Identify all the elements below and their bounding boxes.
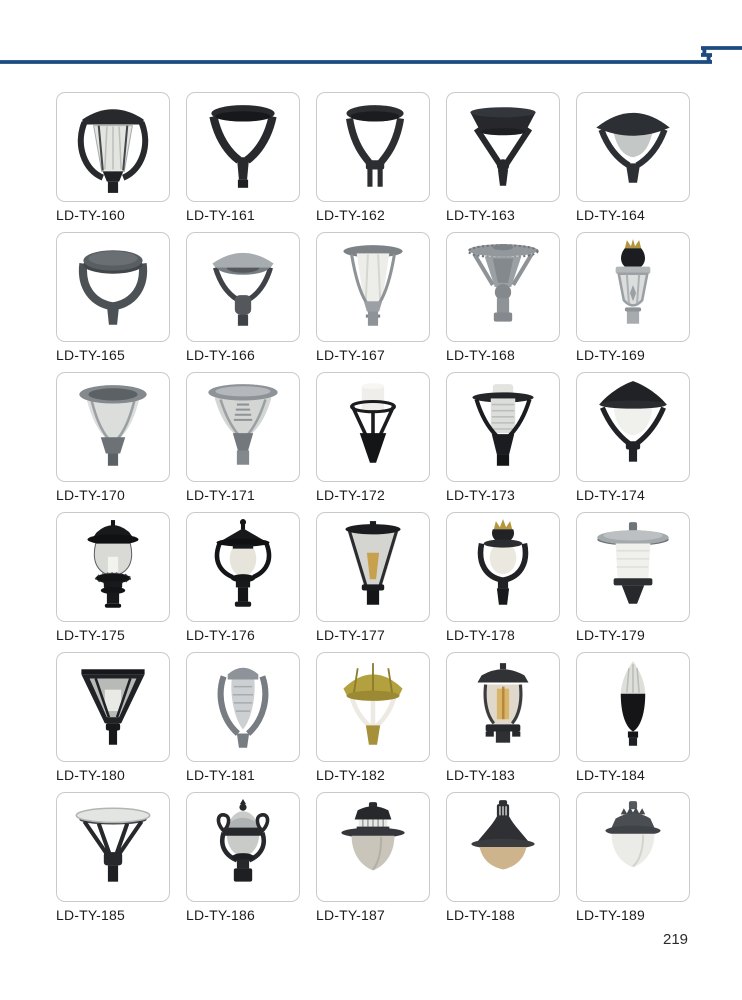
product-image-ld-ty-183 [446, 652, 560, 762]
product-image-ld-ty-174 [576, 372, 690, 482]
product-code: LD-TY-173 [446, 487, 515, 503]
brand-s-line-logo [0, 0, 742, 80]
product-image-ld-ty-176 [186, 512, 300, 622]
lamp-gray-disc-yoke-image [61, 236, 165, 338]
lamp-goblet-cage-image [321, 376, 425, 478]
product-code: LD-TY-163 [446, 207, 515, 223]
product-image-ld-ty-187 [316, 792, 430, 902]
product-code: LD-TY-175 [56, 627, 125, 643]
product-image-ld-ty-182 [316, 652, 430, 762]
lamp-flared-lantern-glow-image [451, 656, 555, 758]
product-cell [186, 232, 300, 363]
lamp-scroll-lantern-image [191, 516, 295, 618]
lamp-cone-top-v-arms-image [451, 96, 555, 198]
product-image-ld-ty-160 [56, 92, 170, 202]
lamp-disc-fork-image [191, 96, 295, 198]
product-code: LD-TY-165 [56, 347, 125, 363]
product-image-ld-ty-178 [446, 512, 560, 622]
lamp-cylinder-cage-image [451, 376, 555, 478]
product-code: LD-TY-170 [56, 487, 125, 503]
product-cell [576, 92, 690, 223]
product-cell [446, 512, 560, 643]
product-code: LD-TY-187 [316, 907, 385, 923]
product-image-ld-ty-188 [446, 792, 560, 902]
product-code: LD-TY-169 [576, 347, 645, 363]
product-cell [186, 92, 300, 223]
product-code: LD-TY-183 [446, 767, 515, 783]
lamp-brass-dome-straps-image [321, 656, 425, 758]
lamp-flared-louver-image [191, 376, 295, 478]
lamp-teardrop-acorn-image [581, 796, 685, 898]
product-code: LD-TY-180 [56, 767, 125, 783]
product-cell [576, 232, 690, 363]
product-image-ld-ty-172 [316, 372, 430, 482]
product-image-ld-ty-166 [186, 232, 300, 342]
product-image-ld-ty-162 [316, 92, 430, 202]
product-image-ld-ty-171 [186, 372, 300, 482]
product-cell [316, 652, 430, 783]
product-code: LD-TY-178 [446, 627, 515, 643]
lamp-acorn-pendant-image [321, 796, 425, 898]
lamp-bell-amber-bowl-image [451, 796, 555, 898]
product-cell [446, 232, 560, 363]
product-image-ld-ty-163 [446, 92, 560, 202]
product-cell [316, 92, 430, 223]
product-cell [576, 512, 690, 643]
lamp-flat-saucer-legs-image [61, 796, 165, 898]
product-code: LD-TY-189 [576, 907, 645, 923]
product-image-ld-ty-186 [186, 792, 300, 902]
product-code: LD-TY-181 [186, 767, 255, 783]
product-code: LD-TY-176 [186, 627, 255, 643]
product-cell [56, 92, 170, 223]
product-cell [56, 232, 170, 363]
product-image-ld-ty-189 [576, 792, 690, 902]
product-image-ld-ty-164 [576, 92, 690, 202]
product-cell [316, 792, 430, 923]
product-cell [186, 512, 300, 643]
product-cell [316, 232, 430, 363]
product-code: LD-TY-168 [446, 347, 515, 363]
product-code: LD-TY-182 [316, 767, 385, 783]
product-cell [56, 652, 170, 783]
product-image-ld-ty-185 [56, 792, 170, 902]
product-code: LD-TY-171 [186, 487, 255, 503]
product-image-ld-ty-168 [446, 232, 560, 342]
lamp-pointed-cap-globe-image [581, 376, 685, 478]
lamp-dome-prismatic-image [61, 96, 165, 198]
product-cell [316, 512, 430, 643]
product-cell [56, 372, 170, 503]
product-cell [186, 372, 300, 503]
product-code: LD-TY-166 [186, 347, 255, 363]
product-code: LD-TY-184 [576, 767, 645, 783]
lamp-disc-fork-side-image [321, 96, 425, 198]
lamp-large-cone-glass-image [321, 516, 425, 618]
product-code: LD-TY-174 [576, 487, 645, 503]
lamp-classic-lantern-image [61, 516, 165, 618]
product-cell [56, 792, 170, 923]
product-cell [446, 92, 560, 223]
product-cell [576, 372, 690, 503]
lamp-saucer-arms-image [191, 236, 295, 338]
lamp-white-cone-frame-image [321, 236, 425, 338]
product-image-ld-ty-165 [56, 232, 170, 342]
lamp-mushroom-globe-image [581, 96, 685, 198]
product-cell [56, 512, 170, 643]
product-image-ld-ty-167 [316, 232, 430, 342]
product-image-ld-ty-175 [56, 512, 170, 622]
product-cell [446, 792, 560, 923]
product-cell [186, 652, 300, 783]
lamp-flared-ring-glass-image [61, 376, 165, 478]
product-image-ld-ty-170 [56, 372, 170, 482]
product-grid [56, 92, 690, 923]
product-image-ld-ty-181 [186, 652, 300, 762]
product-cell [186, 792, 300, 923]
product-code: LD-TY-167 [316, 347, 385, 363]
product-cell [446, 372, 560, 503]
product-code: LD-TY-177 [316, 627, 385, 643]
lamp-teardrop-v-frame-image [191, 656, 295, 758]
lamp-crown-egg-yoke-image [451, 516, 555, 618]
product-image-ld-ty-169 [576, 232, 690, 342]
product-cell [446, 652, 560, 783]
product-code: LD-TY-164 [576, 207, 645, 223]
lamp-slatted-disc-image [451, 236, 555, 338]
lamp-saucer-cylinder-image [581, 516, 685, 618]
product-image-ld-ty-179 [576, 512, 690, 622]
product-cell [576, 652, 690, 783]
product-code: LD-TY-179 [576, 627, 645, 643]
product-code: LD-TY-172 [316, 487, 385, 503]
product-cell [576, 792, 690, 923]
lamp-inverted-trapezoid-image [61, 656, 165, 758]
product-image-ld-ty-180 [56, 652, 170, 762]
lamp-candle-flame-image [581, 656, 685, 758]
product-code: LD-TY-161 [186, 207, 255, 223]
page-number: 219 [663, 931, 689, 948]
product-code: LD-TY-160 [56, 207, 125, 223]
product-image-ld-ty-177 [316, 512, 430, 622]
product-code: LD-TY-162 [316, 207, 385, 223]
product-code: LD-TY-188 [446, 907, 515, 923]
product-image-ld-ty-161 [186, 92, 300, 202]
product-image-ld-ty-184 [576, 652, 690, 762]
lamp-crown-lantern-image [581, 236, 685, 338]
lamp-trophy-scroll-image [191, 796, 295, 898]
product-cell [316, 372, 430, 503]
product-code: LD-TY-186 [186, 907, 255, 923]
product-code: LD-TY-185 [56, 907, 125, 923]
product-image-ld-ty-173 [446, 372, 560, 482]
